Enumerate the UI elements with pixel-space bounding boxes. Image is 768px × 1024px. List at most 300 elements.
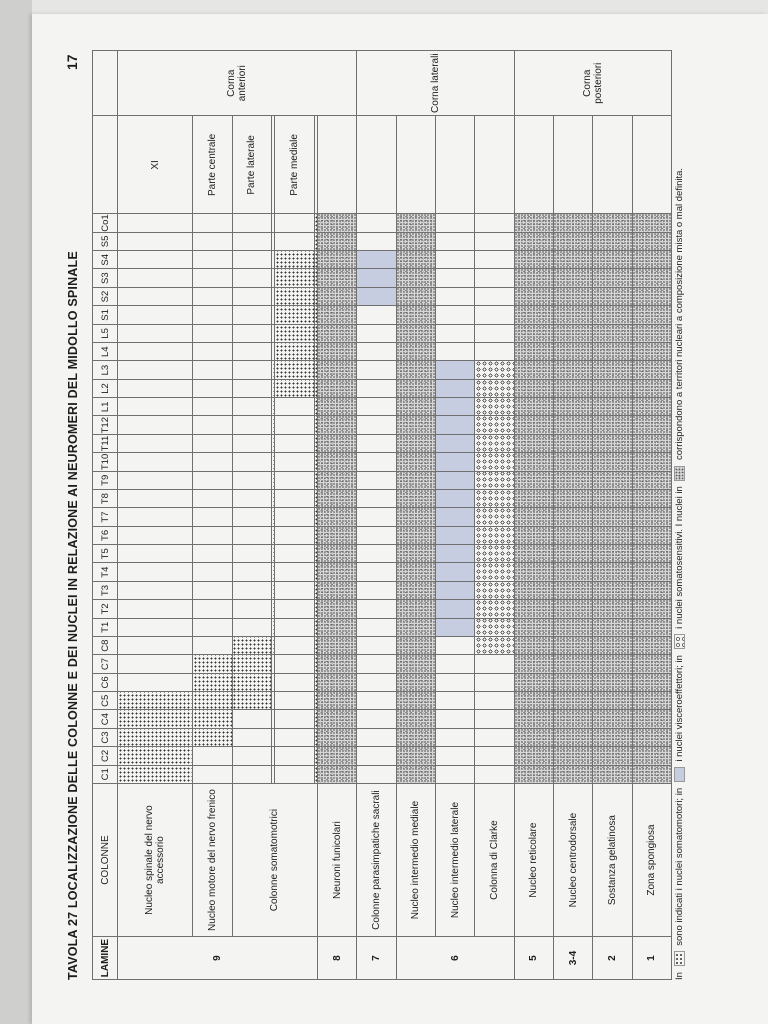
segment-cell bbox=[275, 692, 314, 710]
segment-cell bbox=[317, 765, 356, 783]
segment-cell bbox=[475, 526, 514, 544]
segment-cell bbox=[193, 453, 232, 471]
segment-cell bbox=[317, 251, 356, 269]
segment-cell bbox=[435, 490, 474, 508]
segment-cell bbox=[357, 747, 396, 765]
segment-cell bbox=[553, 343, 592, 361]
segment-cell bbox=[118, 379, 193, 397]
segment-cell bbox=[232, 434, 271, 452]
segment-cell bbox=[435, 269, 474, 287]
table-row bbox=[553, 51, 592, 980]
segment-cell bbox=[593, 324, 632, 342]
segment-cell bbox=[317, 545, 356, 563]
segment-cell bbox=[193, 398, 232, 416]
segment-cell bbox=[317, 306, 356, 324]
segment-cell bbox=[193, 269, 232, 287]
segment-cell bbox=[514, 581, 553, 599]
segment-cell bbox=[118, 269, 193, 287]
table-row bbox=[514, 51, 553, 980]
segment-header: T7 bbox=[93, 508, 118, 526]
segment-cell bbox=[232, 251, 271, 269]
segment-cell bbox=[232, 214, 271, 232]
segment-cell bbox=[435, 471, 474, 489]
segment-cell bbox=[275, 379, 314, 397]
segment-cell bbox=[357, 269, 396, 287]
segment-cell bbox=[396, 324, 435, 342]
segment-cell bbox=[514, 637, 553, 655]
footnote-part-1: In bbox=[674, 972, 686, 980]
segment-cell bbox=[396, 563, 435, 581]
footnote-part-4: i nuclei somatosensitivi. I nuclei in bbox=[674, 486, 686, 629]
segment-cell bbox=[514, 287, 553, 305]
segment-header: S1 bbox=[93, 306, 118, 324]
column-name: Nucleo reticolare bbox=[514, 784, 553, 937]
table-row bbox=[357, 51, 396, 980]
segment-cell bbox=[514, 416, 553, 434]
segment-cell bbox=[357, 434, 396, 452]
segment-cell bbox=[475, 251, 514, 269]
segment-cell bbox=[514, 747, 553, 765]
segment-cell bbox=[232, 581, 271, 599]
segment-cell bbox=[396, 434, 435, 452]
segment-cell bbox=[193, 434, 232, 452]
row-comment bbox=[514, 116, 553, 214]
segment-cell bbox=[232, 269, 271, 287]
segment-cell bbox=[275, 434, 314, 452]
segment-cell bbox=[475, 637, 514, 655]
segment-cell bbox=[553, 287, 592, 305]
segment-cell bbox=[632, 398, 671, 416]
segment-cell bbox=[632, 508, 671, 526]
segment-cell bbox=[357, 710, 396, 728]
segment-cell bbox=[475, 398, 514, 416]
lamina-cell: 2 bbox=[593, 937, 632, 980]
segment-cell bbox=[193, 379, 232, 397]
segment-cell bbox=[193, 563, 232, 581]
segment-cell bbox=[593, 637, 632, 655]
segment-cell bbox=[514, 526, 553, 544]
table-title: TAVOLA 27 LOCALIZZAZIONE DELLE COLONNE E DEI NUCLEI IN RELAZIONE AI NEUROMERI DEL MIDOLLO SPINALE bbox=[66, 251, 80, 980]
segment-cell bbox=[118, 655, 193, 673]
row-comment bbox=[553, 116, 592, 214]
column-name: Colonne somatomotrici bbox=[232, 784, 317, 937]
segment-cell bbox=[317, 655, 356, 673]
segment-cell bbox=[475, 655, 514, 673]
segment-cell bbox=[357, 655, 396, 673]
segment-cell bbox=[118, 251, 193, 269]
table-row bbox=[232, 51, 271, 980]
segment-cell bbox=[475, 453, 514, 471]
segment-cell bbox=[593, 251, 632, 269]
segment-cell bbox=[317, 398, 356, 416]
segment-cell bbox=[632, 306, 671, 324]
segment-cell bbox=[396, 269, 435, 287]
segment-cell bbox=[553, 710, 592, 728]
segment-cell bbox=[435, 637, 474, 655]
segment-cell bbox=[317, 563, 356, 581]
segment-cell bbox=[553, 655, 592, 673]
segment-cell bbox=[593, 379, 632, 397]
segment-cell bbox=[435, 287, 474, 305]
segment-cell bbox=[118, 545, 193, 563]
footnote bbox=[674, 168, 685, 980]
segment-cell bbox=[632, 379, 671, 397]
segment-cell bbox=[553, 563, 592, 581]
segment-cell bbox=[435, 306, 474, 324]
segment-cell bbox=[553, 508, 592, 526]
segment-cell bbox=[118, 434, 193, 452]
segment-cell bbox=[514, 563, 553, 581]
segment-cell bbox=[275, 398, 314, 416]
segment-cell bbox=[396, 581, 435, 599]
header-lamine: LAMINE bbox=[93, 937, 118, 980]
segment-cell bbox=[193, 508, 232, 526]
table-row bbox=[396, 51, 435, 980]
segment-cell bbox=[118, 232, 193, 250]
segment-cell bbox=[632, 324, 671, 342]
segment-cell bbox=[435, 416, 474, 434]
segment-header: T4 bbox=[93, 563, 118, 581]
segment-cell bbox=[514, 398, 553, 416]
segment-cell bbox=[593, 434, 632, 452]
segment-cell bbox=[475, 545, 514, 563]
segment-cell bbox=[118, 343, 193, 361]
lamina-cell: 3-4 bbox=[553, 937, 592, 980]
segment-cell bbox=[317, 692, 356, 710]
segment-cell bbox=[435, 232, 474, 250]
segment-cell bbox=[632, 416, 671, 434]
segment-cell bbox=[396, 637, 435, 655]
segment-cell bbox=[357, 728, 396, 746]
segment-cell bbox=[193, 692, 232, 710]
segment-cell bbox=[593, 526, 632, 544]
lamina-cell: 6 bbox=[396, 937, 514, 980]
segment-cell bbox=[593, 692, 632, 710]
segment-cell bbox=[553, 765, 592, 783]
segment-cell bbox=[118, 673, 193, 691]
segment-cell bbox=[593, 618, 632, 636]
segment-cell bbox=[317, 453, 356, 471]
segment-cell bbox=[275, 251, 314, 269]
segment-cell bbox=[593, 765, 632, 783]
segment-cell bbox=[232, 232, 271, 250]
segment-cell bbox=[475, 508, 514, 526]
segment-cell bbox=[593, 710, 632, 728]
segment-cell bbox=[275, 453, 314, 471]
segment-cell bbox=[275, 269, 314, 287]
segment-cell bbox=[317, 471, 356, 489]
segment-cell bbox=[593, 728, 632, 746]
segment-cell bbox=[357, 379, 396, 397]
segment-cell bbox=[275, 563, 314, 581]
segment-cell bbox=[475, 490, 514, 508]
segment-cell bbox=[593, 655, 632, 673]
segment-cell bbox=[475, 232, 514, 250]
row-comment bbox=[475, 116, 514, 214]
segment-cell bbox=[396, 692, 435, 710]
segment-cell bbox=[193, 765, 232, 783]
segment-cell bbox=[357, 508, 396, 526]
row-comment bbox=[593, 116, 632, 214]
segment-cell bbox=[593, 581, 632, 599]
segment-cell bbox=[357, 306, 396, 324]
segment-header: L3 bbox=[93, 361, 118, 379]
segment-cell bbox=[593, 398, 632, 416]
segment-cell bbox=[553, 581, 592, 599]
segment-cell bbox=[514, 655, 553, 673]
segment-cell bbox=[475, 287, 514, 305]
segment-cell bbox=[357, 581, 396, 599]
segment-cell bbox=[553, 728, 592, 746]
segment-cell bbox=[317, 379, 356, 397]
segment-cell bbox=[553, 545, 592, 563]
segment-cell bbox=[632, 361, 671, 379]
segment-cell bbox=[275, 214, 314, 232]
segment-cell bbox=[396, 306, 435, 324]
segment-cell bbox=[435, 545, 474, 563]
segment-header: T6 bbox=[93, 526, 118, 544]
row-comment bbox=[317, 116, 356, 214]
segment-header: S2 bbox=[93, 287, 118, 305]
segment-cell bbox=[553, 398, 592, 416]
segment-cell bbox=[553, 434, 592, 452]
segment-header: T8 bbox=[93, 490, 118, 508]
footnote-part-2: sono indicati i nuclei somatomotori; in bbox=[674, 787, 686, 946]
segment-cell bbox=[553, 526, 592, 544]
segment-header: Co1 bbox=[93, 214, 118, 232]
segment-cell bbox=[193, 214, 232, 232]
segment-cell bbox=[275, 581, 314, 599]
segment-header: C4 bbox=[93, 710, 118, 728]
segment-cell bbox=[475, 563, 514, 581]
segment-cell bbox=[232, 398, 271, 416]
segment-cell bbox=[553, 232, 592, 250]
segment-cell bbox=[357, 416, 396, 434]
segment-cell bbox=[193, 324, 232, 342]
segment-cell bbox=[357, 692, 396, 710]
segment-cell bbox=[193, 600, 232, 618]
lamina-cell: 8 bbox=[317, 937, 356, 980]
segment-cell bbox=[632, 581, 671, 599]
table-row bbox=[632, 51, 671, 980]
segment-cell bbox=[275, 637, 314, 655]
segment-cell bbox=[275, 490, 314, 508]
segment-cell bbox=[475, 269, 514, 287]
segment-cell bbox=[396, 398, 435, 416]
segment-cell bbox=[396, 600, 435, 618]
segment-cell bbox=[396, 655, 435, 673]
motor-swatch-icon bbox=[674, 951, 685, 966]
segment-header: L5 bbox=[93, 324, 118, 342]
segment-cell bbox=[118, 600, 193, 618]
segment-cell bbox=[553, 637, 592, 655]
segment-cell bbox=[118, 747, 193, 765]
segment-cell bbox=[275, 471, 314, 489]
group-label: Corna anteriori bbox=[118, 51, 357, 116]
segment-header: C7 bbox=[93, 655, 118, 673]
segment-cell bbox=[514, 765, 553, 783]
segment-cell bbox=[357, 343, 396, 361]
segment-cell bbox=[275, 324, 314, 342]
segment-cell bbox=[632, 251, 671, 269]
segment-cell bbox=[118, 692, 193, 710]
segment-cell bbox=[118, 361, 193, 379]
footnote-part-5: corrispondono a territori nucleari a composizione mista o mal definita. bbox=[674, 167, 686, 460]
segment-cell bbox=[317, 637, 356, 655]
segment-cell bbox=[435, 508, 474, 526]
segment-cell bbox=[396, 343, 435, 361]
segment-cell bbox=[396, 710, 435, 728]
segment-cell bbox=[435, 434, 474, 452]
segment-cell bbox=[317, 324, 356, 342]
segment-cell bbox=[317, 232, 356, 250]
segment-cell bbox=[317, 728, 356, 746]
segment-cell bbox=[632, 343, 671, 361]
page-top-strip bbox=[32, 0, 768, 14]
segment-cell bbox=[553, 416, 592, 434]
segment-cell bbox=[435, 398, 474, 416]
segment-cell bbox=[357, 618, 396, 636]
segment-cell bbox=[475, 361, 514, 379]
segment-cell bbox=[357, 287, 396, 305]
lamina-cell: 5 bbox=[514, 937, 553, 980]
segment-cell bbox=[275, 618, 314, 636]
segment-cell bbox=[435, 710, 474, 728]
segment-cell bbox=[357, 232, 396, 250]
page-number: 17 bbox=[64, 54, 80, 70]
segment-cell bbox=[118, 490, 193, 508]
segment-cell bbox=[593, 545, 632, 563]
segment-cell bbox=[232, 324, 271, 342]
segment-cell bbox=[475, 306, 514, 324]
segment-cell bbox=[193, 673, 232, 691]
segment-cell bbox=[193, 581, 232, 599]
segment-header: C5 bbox=[93, 692, 118, 710]
segment-cell bbox=[632, 471, 671, 489]
segment-header: L4 bbox=[93, 343, 118, 361]
row-comment bbox=[435, 116, 474, 214]
segment-cell bbox=[553, 453, 592, 471]
segment-cell bbox=[275, 526, 314, 544]
segment-cell bbox=[632, 490, 671, 508]
segment-cell bbox=[357, 563, 396, 581]
segment-cell bbox=[396, 728, 435, 746]
rotated-table-page bbox=[60, 40, 690, 990]
segment-cell bbox=[593, 232, 632, 250]
segment-header: C1 bbox=[93, 765, 118, 783]
segment-cell bbox=[435, 765, 474, 783]
segment-cell bbox=[193, 728, 232, 746]
segment-cell bbox=[553, 324, 592, 342]
segment-cell bbox=[593, 508, 632, 526]
column-name: Nucleo intermedio laterale bbox=[435, 784, 474, 937]
segment-cell bbox=[435, 379, 474, 397]
segment-cell bbox=[553, 251, 592, 269]
segment-cell bbox=[475, 747, 514, 765]
segment-cell bbox=[514, 490, 553, 508]
segment-cell bbox=[396, 471, 435, 489]
segment-header: T9 bbox=[93, 471, 118, 489]
segment-cell bbox=[435, 361, 474, 379]
segment-cell bbox=[632, 600, 671, 618]
segment-cell bbox=[275, 655, 314, 673]
segment-cell bbox=[232, 343, 271, 361]
segment-cell bbox=[475, 765, 514, 783]
segment-cell bbox=[396, 673, 435, 691]
segment-cell bbox=[275, 306, 314, 324]
segment-cell bbox=[435, 673, 474, 691]
segment-cell bbox=[193, 526, 232, 544]
column-name: Nucleo motore del nervo frenico bbox=[193, 784, 232, 937]
segment-cell bbox=[193, 306, 232, 324]
segment-cell bbox=[553, 361, 592, 379]
segment-cell bbox=[435, 343, 474, 361]
segment-cell bbox=[514, 508, 553, 526]
column-name: Nucleo spinale del nervo accessorio bbox=[118, 784, 193, 937]
segment-cell bbox=[193, 361, 232, 379]
row-comment: Parte laterale bbox=[232, 116, 271, 214]
segment-cell bbox=[593, 747, 632, 765]
row-comment bbox=[357, 116, 396, 214]
segment-cell bbox=[553, 618, 592, 636]
segment-cell bbox=[632, 692, 671, 710]
segment-cell bbox=[232, 765, 271, 783]
segment-cell bbox=[475, 434, 514, 452]
segment-cell bbox=[593, 563, 632, 581]
segment-cell bbox=[514, 728, 553, 746]
column-name: Colonne parasimpatiche sacrali bbox=[357, 784, 396, 937]
segment-cell bbox=[514, 379, 553, 397]
segment-cell bbox=[475, 600, 514, 618]
segment-header: T11 bbox=[93, 434, 118, 452]
segment-cell bbox=[357, 324, 396, 342]
segment-cell bbox=[396, 287, 435, 305]
segment-cell bbox=[357, 251, 396, 269]
segment-cell bbox=[553, 269, 592, 287]
row-comment bbox=[632, 116, 671, 214]
segment-cell bbox=[553, 600, 592, 618]
segment-cell bbox=[118, 453, 193, 471]
segment-cell bbox=[553, 379, 592, 397]
segment-cell bbox=[193, 251, 232, 269]
segment-cell bbox=[118, 710, 193, 728]
segment-cell bbox=[232, 600, 271, 618]
segment-cell bbox=[593, 416, 632, 434]
segment-cell bbox=[232, 490, 271, 508]
segment-cell bbox=[514, 434, 553, 452]
segment-cell bbox=[553, 490, 592, 508]
segment-cell bbox=[317, 214, 356, 232]
segment-cell bbox=[357, 765, 396, 783]
segment-cell bbox=[317, 600, 356, 618]
segment-cell bbox=[317, 673, 356, 691]
segment-cell bbox=[632, 214, 671, 232]
segment-cell bbox=[232, 728, 271, 746]
segment-cell bbox=[593, 343, 632, 361]
segment-cell bbox=[357, 214, 396, 232]
segment-cell bbox=[357, 526, 396, 544]
segment-cell bbox=[514, 692, 553, 710]
lamina-cell: 9 bbox=[118, 937, 318, 980]
segment-cell bbox=[475, 471, 514, 489]
segment-cell bbox=[553, 306, 592, 324]
localization-table bbox=[92, 50, 672, 980]
segment-cell bbox=[118, 471, 193, 489]
segment-cell bbox=[435, 581, 474, 599]
segment-cell bbox=[357, 398, 396, 416]
segment-cell bbox=[232, 526, 271, 544]
segment-cell bbox=[593, 600, 632, 618]
